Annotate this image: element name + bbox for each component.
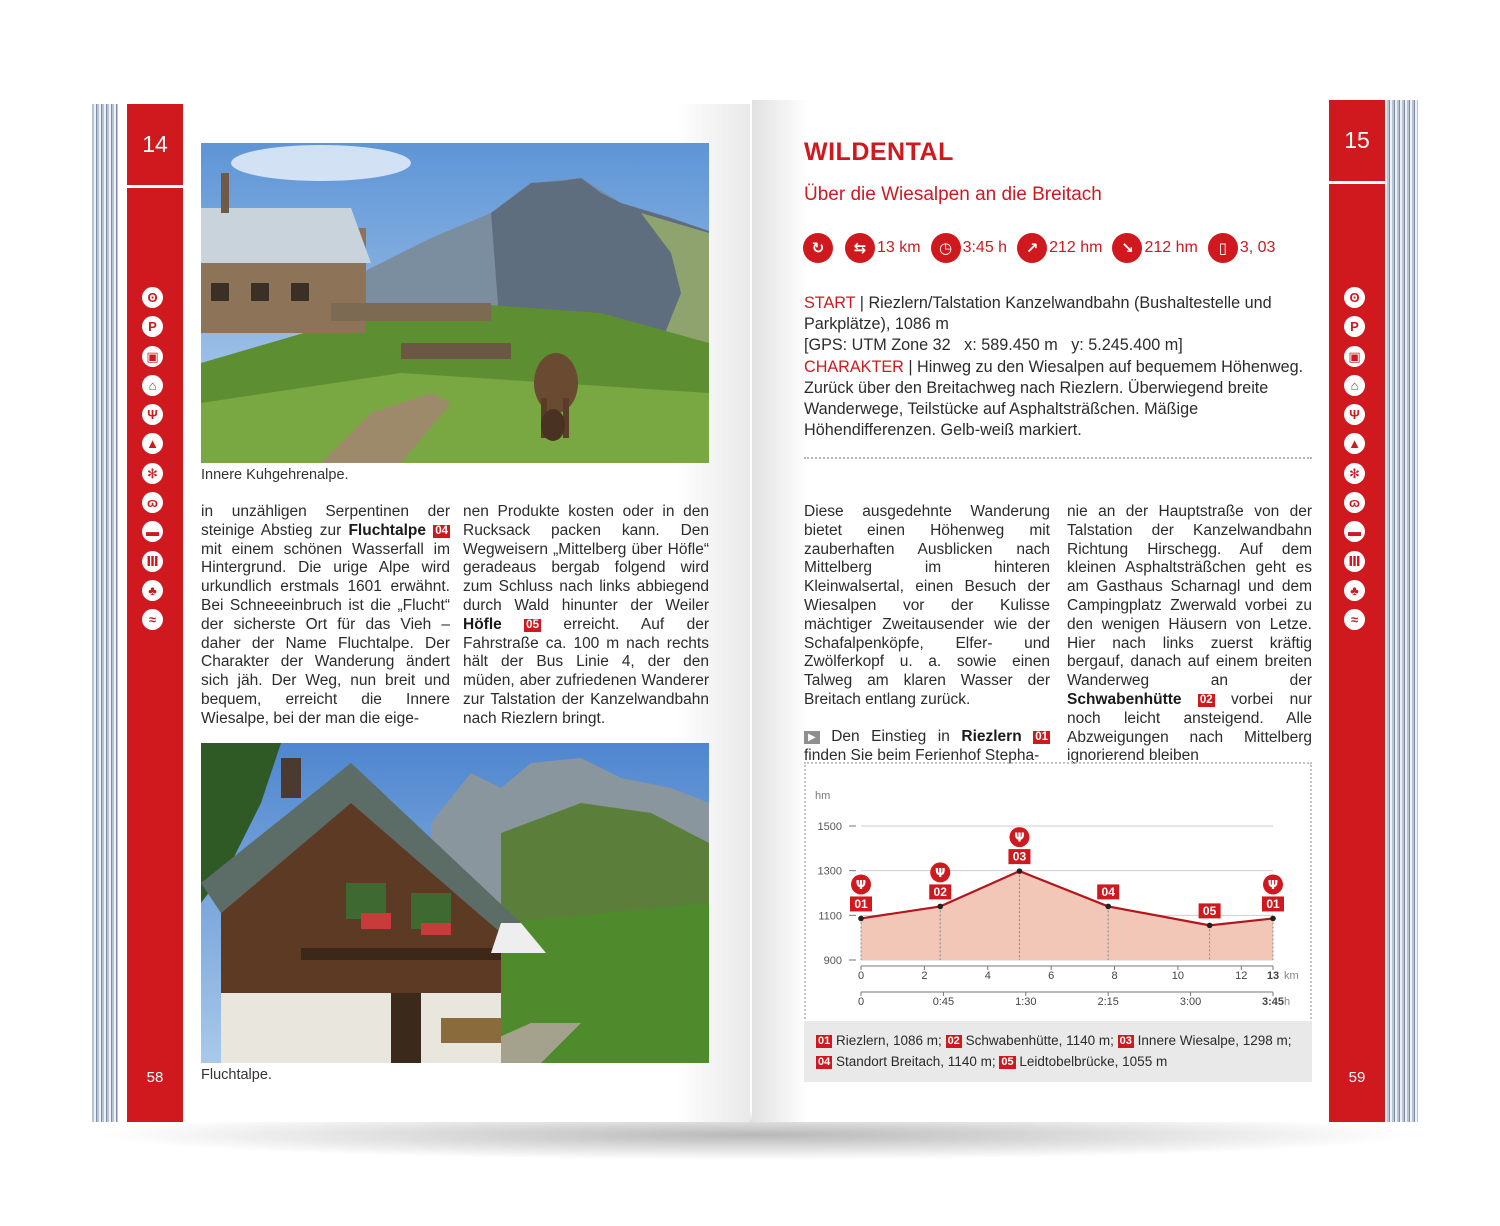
museum-icon: Ⅲ (1344, 551, 1365, 572)
elevation-point (1207, 923, 1213, 929)
restaurant-icon-glyph: Ψ (1267, 877, 1279, 892)
legend-tag: 03 (1119, 1035, 1132, 1047)
elevation-point (858, 916, 864, 922)
legend-text: Riezlern, 1086 m; (832, 1033, 946, 1048)
elevation-point (1105, 904, 1111, 910)
text-run (1182, 691, 1198, 708)
elevation-point (1017, 868, 1023, 874)
play-arrow-icon: ▶ (804, 731, 820, 744)
x-tick-label: 8 (1111, 970, 1118, 982)
place-name: Fluchtalpe (348, 521, 426, 539)
right-col2-text (1067, 503, 1312, 766)
y-tick-label: 1500 (817, 821, 842, 833)
character-info: CHARAKTER | Hinweg zu den Wiesalpen auf bequemem Höhenweg. Zurück über den Breitachweg nach Riezlern. Überwiegend breite Wanderwege, Teilstücke auf Asphaltsträßchen. Mäßige Höhendifferenzen. Gelb-weiß markiert. (804, 357, 1304, 440)
legend-text: Innere Wiesalpe, 1298 m; (1133, 1033, 1292, 1048)
right-col1-text (804, 503, 1050, 765)
mountain-hut-icon: ▲ (142, 433, 163, 454)
swimming-icon: ≈ (142, 609, 163, 630)
bus-icon: ▣ (1344, 346, 1365, 367)
x-tick-label: 13 (1266, 970, 1280, 982)
page-number: 58 (146, 1069, 164, 1086)
bear-icon: ʘ (142, 287, 163, 308)
text-run: nie an der Hauptstraße von der Talstation der Kanzelwandbahn Richtung Hirschegg. Auf dem kleinen Asphaltsträßchen geht es am Gasthaus Scharnagl und dem Campingplatz Zwerwald vorbei zu den wenigen Häusern von Letze. Hier nach links zuerst kräftig bergauf, danach auf einem breiten Wanderweg an der (1067, 503, 1312, 690)
character-label: CHARAKTER (804, 357, 904, 376)
chart-legend (804, 1021, 1312, 1082)
museum-icon: Ⅲ (142, 551, 163, 572)
gps-info: [GPS: UTM Zone 32 x: 589.450 m y: 5.245.400 m] (804, 336, 1183, 355)
descent-stat (1112, 233, 1197, 263)
left-text-column-1 (201, 503, 450, 729)
legend-tag: 01 (818, 1035, 831, 1047)
paragraph-gap (804, 710, 1050, 728)
x-tick-label: 6 (1048, 970, 1055, 982)
elevation-point (1270, 916, 1276, 922)
bus-icon: ▣ (142, 346, 163, 367)
restaurant-icon: Ψ (1344, 404, 1365, 425)
right-page-edges (1384, 100, 1418, 1122)
cable-car-icon: ⌂ (142, 375, 163, 396)
x-tick-label: 12 (1235, 970, 1248, 982)
legend-tag: 05 (1001, 1056, 1014, 1068)
left-text-column-2 (463, 503, 709, 729)
text-run (502, 616, 524, 633)
photo1-caption: Innere Kuhgehrenalpe. (201, 467, 349, 483)
legend-items (816, 1033, 1292, 1069)
bed-icon: ▬ (1344, 521, 1365, 542)
text-run: finden Sie beim Ferienhof Stepha- (804, 746, 1040, 764)
photo-fluchtalpe (201, 743, 709, 1063)
right-red-band (1329, 100, 1385, 1122)
text-run: vorbei nur noch leicht ansteigend. Alle Abzweigungen nach Mittelberg ignorierend bleiben (1067, 690, 1312, 765)
text-run: nen Produkte kosten oder in den Rucksack packen kann. Den Wegweisern „Mittelberg über Höfle“ geradeaus bergab folgend wird zum Schluss nach links abbiegend durch Wald hinunter der Weiler (463, 503, 709, 614)
text-run (1022, 728, 1034, 745)
sidebar-icons-right (1344, 287, 1370, 639)
restaurant-icon-glyph: Ψ (855, 877, 867, 892)
text-run: Den Einstieg in (819, 727, 962, 745)
duration-value: 3:45 h (962, 239, 1008, 256)
place-name: Riezlern (961, 727, 1022, 745)
place-name: Schwabenhütte (1067, 690, 1182, 708)
x-axis-unit: km (1284, 970, 1299, 982)
start-info: START | Riezlern/Talstation Kanzelwandbahn (Bushaltestelle und Parkplätze), 1086 m (804, 294, 1272, 334)
waypoint-label: 01 (1266, 896, 1280, 911)
waypoint-tag: 01 (1035, 730, 1048, 743)
right-text-column-1 (804, 503, 1050, 765)
y-tick-label: 900 (823, 955, 842, 967)
tree-icon: ♣ (142, 580, 163, 601)
elevation-point (937, 904, 943, 910)
start-text: Riezlern/Talstation Kanzelwandbahn (Bushaltestelle und Parkplätze), 1086 m (804, 294, 1272, 334)
legend-text: Leidtobelbrücke, 1055 m (1015, 1054, 1168, 1069)
text-run: Diese ausgedehnte Wanderung bietet einen Höhenweg mit zauberhaften Ausblicken nach Mittelberg im hinteren Kleinwalsertal, einen Besuch der Wiesalpen vor der Kulisse mächtiger Zweitausender wie der Schafalpenköpfe, Elfer- und Zwölferkopf u. a. sowie einen Talweg am klaren Wasser der Breitach entlang zurück. (804, 503, 1050, 708)
distance-stat (845, 233, 921, 263)
ascent-stat (1017, 233, 1102, 263)
signpost-icon: ⇆ (845, 233, 875, 263)
place-name: Höfle (463, 615, 502, 633)
restaurant-icon-glyph: Ψ (935, 865, 946, 880)
waypoint-tag: 05 (526, 618, 539, 631)
x-tick-label: 2 (921, 970, 928, 982)
bicycle-icon: ɷ (142, 492, 163, 513)
time-tick-label: 0 (857, 996, 865, 1008)
chapter-number: 15 (1329, 100, 1385, 184)
loop-stat (803, 233, 835, 263)
duration-stat (931, 233, 1007, 263)
right-text-column-2 (1067, 503, 1312, 766)
chapter-number: 14 (127, 104, 183, 188)
character-text: Hinweg zu den Wiesalpen auf bequemem Höhenweg. Zurück über den Breitachweg nach Riezlern. Überwiegend breite Wanderwege, Teilstücke auf Asphaltsträßchen. Mäßige Höhendifferenzen. Gelb-weiß markiert. (804, 357, 1304, 440)
elevation-chart (804, 762, 1312, 1022)
text-run: mit einem schönen Wasserfall im Hintergrund. Die urige Alpe wird urkundlich erstmals 1601 erwähnt. Bei Schneeeinbruch ist die „Flucht“ der sicherste Ort für das Vieh – daher der Name Fluchtalpe. Der Charakter der Wanderung ändert sich jäh. Der Weg, nun breit und bequem, erreicht die Innere Wiesalpe, bei der man die eige- (201, 540, 450, 727)
bed-icon: ▬ (142, 521, 163, 542)
left-red-band (127, 104, 183, 1122)
loop-icon: ↻ (803, 233, 833, 263)
difficulty-value: 3, 03 (1239, 239, 1276, 256)
waypoint-label: 04 (1101, 884, 1115, 899)
waypoint-label: 02 (933, 884, 947, 899)
waypoint-tag: 04 (435, 524, 448, 537)
waypoint-label: 01 (854, 896, 868, 911)
bear-icon: ʘ (1344, 287, 1365, 308)
swimming-icon: ≈ (1344, 609, 1365, 630)
waypoint-label: 05 (1202, 903, 1217, 918)
legend-text: Schwabenhütte, 1140 m; (961, 1033, 1118, 1048)
legend-tag: 04 (818, 1056, 831, 1068)
divider-dotted (804, 457, 1312, 459)
time-tick-label: 0:45 (932, 996, 955, 1008)
sidebar-icons-left (142, 287, 168, 639)
text-run: erreicht. Auf der Fahrstraße ca. 100 m nach rechts hält der Bus Linie 4, der den müden, aber zufriedenen Wanderer zur Talstation der Kanzelwandbahn nach Riezlern bringt. (463, 615, 709, 727)
distance-value: 13 km (877, 239, 921, 256)
text-run (426, 522, 433, 539)
legend-tag: 02 (947, 1035, 960, 1047)
y-tick-label: 1300 (817, 865, 842, 878)
waypoint-label: 03 (1012, 849, 1027, 864)
time-axis-unit: h (1284, 996, 1291, 1008)
ascent-value: 212 hm (1049, 239, 1103, 256)
photo2-caption: Fluchtalpe. (201, 1067, 272, 1083)
y-axis-unit: hm (815, 790, 831, 802)
legend-text: Standort Breitach, 1140 m; (832, 1054, 1000, 1069)
tree-icon: ♣ (1344, 580, 1365, 601)
time-tick-label: 3:00 (1179, 996, 1202, 1008)
time-tick-label: 1:30 (1015, 996, 1037, 1008)
time-tick-label: 3:45 (1261, 996, 1285, 1008)
difficulty-stat (1208, 233, 1276, 263)
left-col2-text (463, 503, 709, 729)
snowflake-icon: ✻ (142, 463, 163, 484)
route-stats (803, 232, 1285, 264)
bicycle-icon: ɷ (1344, 492, 1365, 513)
snowflake-icon: ✻ (1344, 463, 1365, 484)
route-subtitle: Über die Wiesalpen an die Breitach (804, 184, 1102, 205)
clock-icon: ◷ (931, 233, 961, 263)
photo-innere-kuhgehrenalpe (201, 143, 709, 463)
restaurant-icon: Ψ (142, 404, 163, 425)
descent-value: 212 hm (1144, 239, 1198, 256)
mountain-hut-icon: ▲ (1344, 433, 1365, 454)
descent-icon: ↘ (1112, 233, 1142, 263)
time-tick-label: 2:15 (1097, 996, 1119, 1008)
page-number: 59 (1348, 1069, 1366, 1086)
x-tick-label: 0 (857, 970, 865, 982)
cable-car-icon: ⌂ (1344, 375, 1365, 396)
parking-icon: P (1344, 316, 1365, 337)
map-icon: ▯ (1208, 233, 1238, 263)
y-tick-label: 1100 (818, 910, 842, 923)
x-tick-label: 4 (984, 970, 991, 982)
ascent-icon: ↗ (1017, 233, 1047, 263)
restaurant-icon-glyph: Ψ (1014, 830, 1025, 845)
start-label: START (804, 294, 856, 312)
text-run: in unzähligen Serpentinen der steinige Abstieg zur (201, 503, 450, 539)
parking-icon: P (142, 316, 163, 337)
left-col1-text (201, 503, 450, 729)
route-info (804, 293, 1310, 441)
waypoint-tag: 02 (1199, 693, 1213, 706)
route-title: WILDENTAL (804, 138, 954, 166)
x-tick-label: 10 (1171, 970, 1185, 982)
